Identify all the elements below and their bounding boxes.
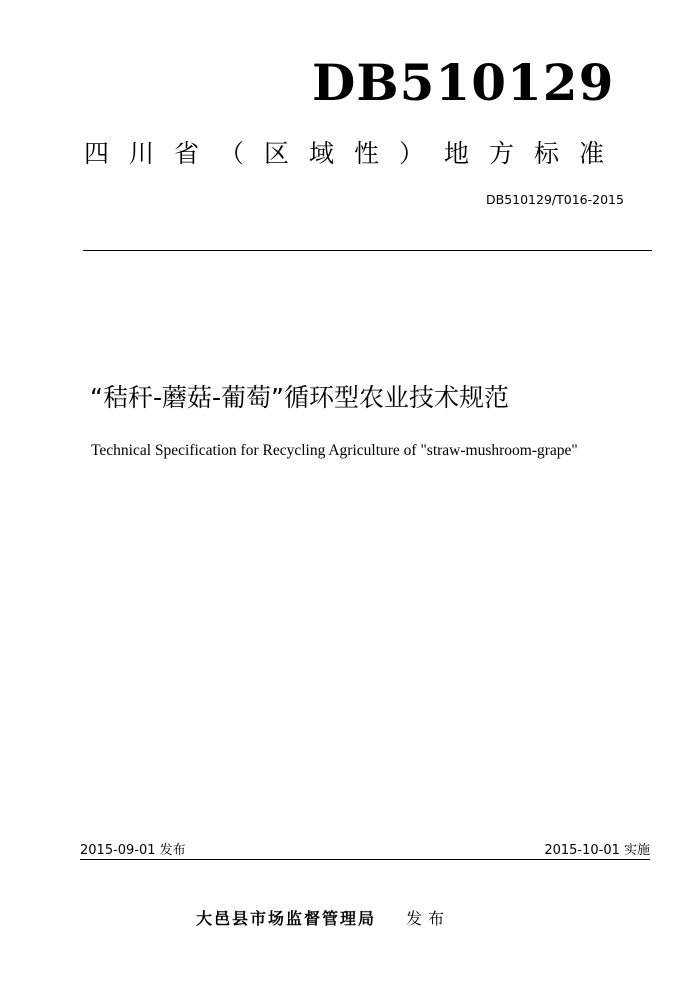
release-date: 2015-09-01 发布: [80, 843, 186, 858]
date-row: [80, 843, 650, 860]
issuer-row: [196, 909, 450, 929]
standard-code-heading: DB510129: [312, 53, 615, 112]
bottom-divider: [80, 859, 650, 860]
implementation-date: 2015-10-01 实施: [544, 843, 650, 858]
document-title-chinese: “秸秆-蘑菇-葡萄”循环型农业技术规范: [90, 383, 509, 412]
standard-category: 四川省（区域性）地方标准: [84, 139, 625, 168]
issued-label: 发布: [406, 909, 451, 928]
top-divider: [83, 250, 652, 251]
issuing-authority: 大邑县市场监督管理局: [196, 909, 377, 928]
document-title-english: Technical Specification for Recycling Agriculture of "straw-mushroom-grape": [91, 442, 578, 459]
standard-number: DB510129/T016-2015: [486, 192, 624, 207]
